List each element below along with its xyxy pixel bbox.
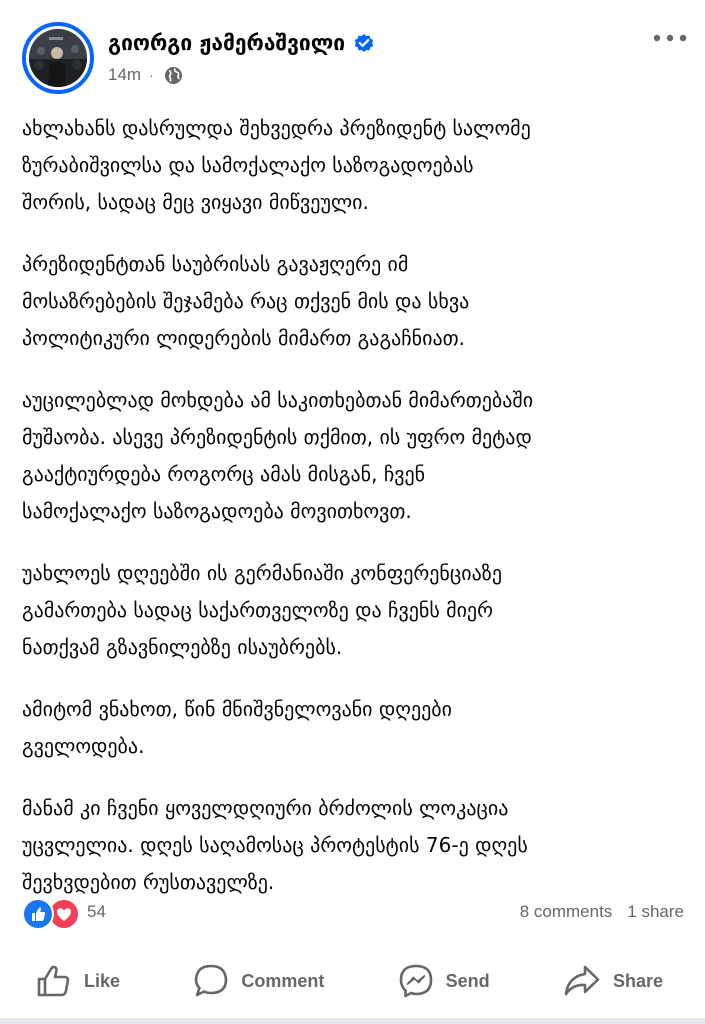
post-header	[0, 0, 705, 100]
send-button[interactable]	[398, 948, 490, 1014]
post-paragraph: ამიტომ ვნახოთ, წინ მნიშვნელოვანი დღეები გველოდება.	[22, 697, 452, 758]
comment-bubble-icon	[193, 963, 229, 999]
author-row	[108, 28, 375, 58]
post-paragraph: უახლოეს დღეებში ის გერმანიაში კონფერენციაზე გამართება სადაც საქართველოზე და ჩვენს მიერ ნათქვამ გზავნილებზე ისაუბრებს.	[22, 561, 502, 659]
like-button[interactable]	[36, 948, 120, 1014]
post-actions	[0, 948, 705, 1014]
share-button[interactable]	[563, 948, 663, 1014]
reaction-icons[interactable]	[22, 898, 82, 928]
avatar-photo	[29, 29, 87, 87]
comment-label: Comment	[241, 970, 325, 991]
shares-count[interactable]: 1 share	[627, 902, 684, 921]
post-paragraph: აუცილებლად მოხდება ამ საკითხებთან მიმართებაში მუშაობა. ასევე პრეზიდენტის თქმით, ის უფრო მეტად გააქტიურდება როგორც ამას მისგან, ჩვენ სამოქალაქო საზოგადოება მოვითხოვთ.	[22, 388, 534, 523]
reactions-summary	[22, 896, 684, 930]
like-label: Like	[84, 970, 121, 991]
feed-divider	[0, 1018, 705, 1024]
post-timestamp[interactable]: 14m	[108, 65, 142, 84]
post-paragraph: მანამ კი ჩვენი ყოველდღიური ბრძოლის ლოკაცია უცვლელია. დღეს საღამოსაც პროტესტის 76-ე დღეს შევხვდებით რუსთაველზე.	[22, 796, 528, 894]
post-body	[22, 110, 690, 926]
author-avatar[interactable]	[22, 22, 94, 94]
verified-badge-icon	[353, 32, 375, 54]
globe-icon	[164, 66, 183, 85]
meta-separator: ·	[149, 67, 154, 83]
engagement-counts	[520, 902, 684, 922]
author-name[interactable]: გიორგი ჟამერაშვილი	[108, 31, 346, 55]
post-meta	[108, 63, 183, 87]
send-label: Send	[445, 970, 490, 991]
comments-count[interactable]: 8 comments	[519, 902, 613, 921]
post-paragraph: ახლახანს დასრულდა შეხვედრა პრეზიდენტ სალომე ზურაბიშვილსა და სამოქალაქო საზოგადოებას შორის, სადაც მეც ვიყავი მიწვეული.	[22, 116, 531, 214]
reaction-count[interactable]: 54	[87, 902, 106, 921]
more-options-icon[interactable]	[650, 26, 690, 50]
post-paragraph: პრეზიდენტთან საუბრისას გავაჟღერე იმ მოსაზრებების შეჯამება რაც თქვენ მის და სხვა პოლიტიკური ლიდერების მიმართ გაგაჩნიათ.	[22, 252, 470, 350]
messenger-icon	[398, 963, 434, 999]
like-reaction-icon	[22, 898, 54, 930]
share-label: Share	[612, 970, 663, 991]
share-arrow-icon	[563, 963, 601, 999]
comment-button[interactable]	[193, 948, 324, 1014]
thumbs-up-icon	[36, 963, 72, 999]
